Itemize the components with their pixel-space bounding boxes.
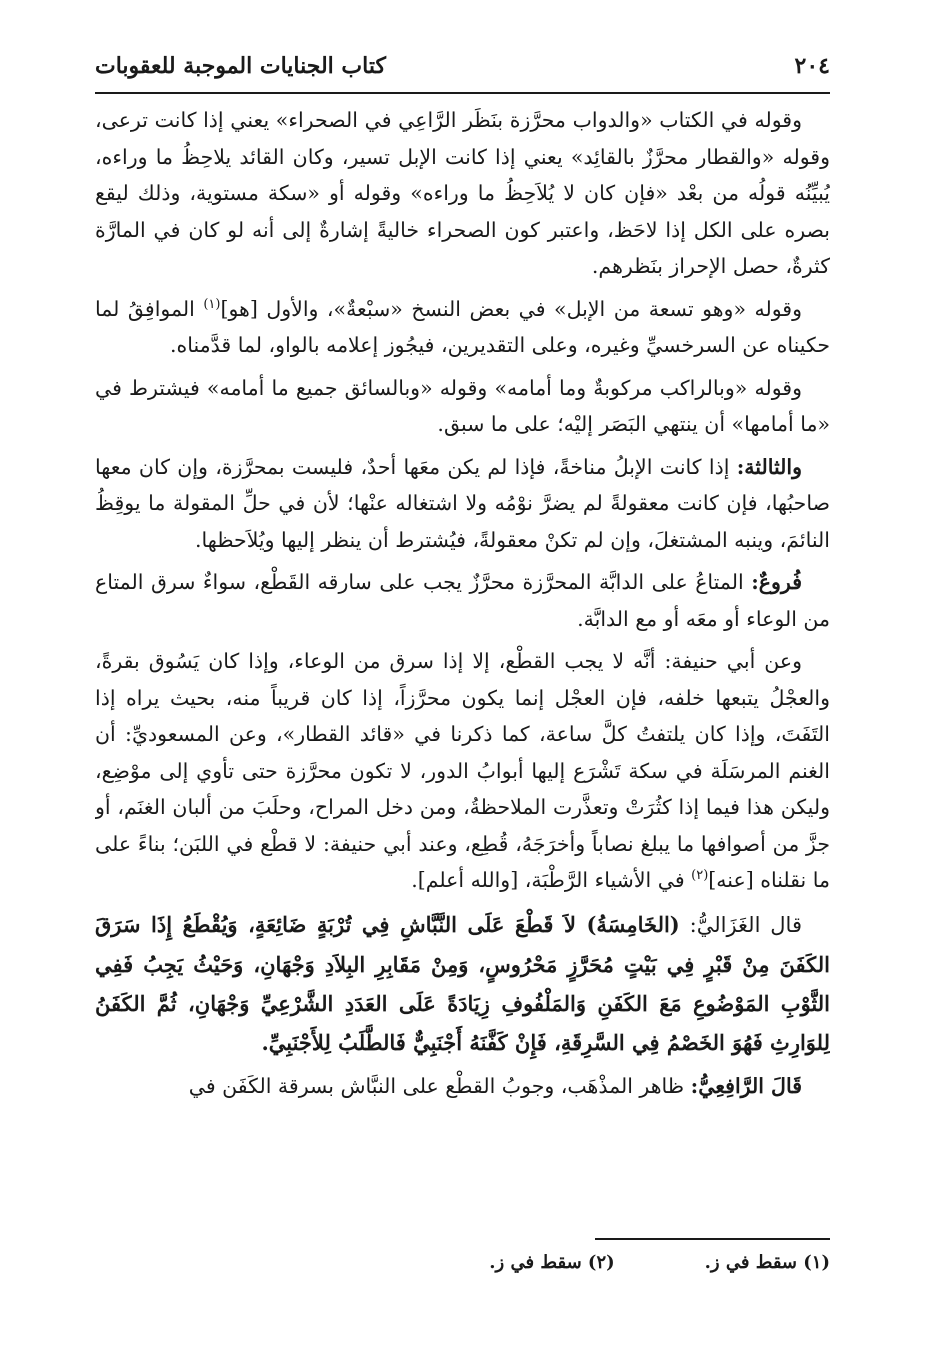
page-header (95, 44, 830, 88)
footnote-2: (٢) سقط في ز. (489, 1252, 615, 1273)
footnote-ref-1: (١) (203, 296, 221, 312)
footnotes (330, 1252, 830, 1282)
paragraph-6: وعن أبي حنيفة: أنَّه لا يجب القطْع، إلا إذا سرق من الوعاء، وإذا كان يَسُوق بقرةً، والعجْلُ يتبعها خلفه، فإن العجْل إنما يكون محرَّزاً، إذا كان قريباً منه، بحيث يراه إذا التَفَتَ، وإذا كان يلتفتُ كلَّ ساعة، كما ذكرنا في «قائد القطار»، وعن المسعوديِّ: أن الغنم المرسَلَة في سكة تَشْرَع إليها أبوابُ الدور، لا تكون محرَّزة حتى تأوي إلى موْضِع، وليكن هذا فيما إذا كثُرَتْ وتعذَّرت الملاحظةُ، ومن دخل المراح، وحلَبَ من ألبان الغنَم، أو جزَّ من أصوافها ما يبلغ نصاباً وأخرَجَهُ، قُطِع، وعند أبي حنيفة: لا قطْع في اللبَن؛ بناءً على ما نقلناه [عنه]$^{(٢)}$ في الأشياء الرَّطْبَة، [والله أعلم]. (95, 649, 830, 892)
paragraph-4: والثالثة: إذا كانت الإبلُ مناخةً، فإذا لم يكن معَها أحدٌ، فليست بمحرَّزة، وإن كان معها صاحبُها، فإن كانت معقولةً لم يضرَّ نوْمُه ولا اشتغاله عنْها؛ لأن في حلِّ المقولة ما يوقِظُ النائمَ، وينبه المشتغلَ، وإن لم تكنْ معقولةً، فيُشترط أن ينظر إليها ويُلاَحظها. (95, 454, 830, 552)
book-title: كتاب الجنايات الموجبة للعقوبات (95, 53, 386, 79)
paragraph-3: وقوله «وبالراكب مركوبةٌ وما أمامه» وقوله «وبالسائق جميع ما أمامه» فيشترط في «ما أمامها» أن ينتهي البَصَر إليْه؛ على ما سبق. (95, 375, 830, 436)
paragraph-1: وقوله في الكتاب «والدواب محرَّزة بنَظَر الرَّاعِي في الصحراء» يعني إذا كانت ترعى، وقوله «والقطار محرَّزٌ بالقائِد» يعني إذا كانت الإبل تسير، وكان القائد يلاحِظُ ما وراءه، يُبيِّنُه قولُه من بعْد «فإن كان لا يُلاَحِظُ ما وراءه» وقوله أو «سكة مستوية، وذلك ليقع بصره على الكل إذا لاحَظ، واعتبر كون الصحراء خاليةً إشارةٌ إلى أنه لو كان في المارَّة كثرةٌ، حصل الإحراز بنَظرهم. (95, 108, 830, 278)
footnote-1: (١) سقط في ز. (704, 1252, 830, 1273)
footnote-divider (595, 1238, 830, 1240)
footnote-ref-2: (٢) (691, 868, 709, 884)
main-text (95, 102, 830, 1222)
section-lead: فُروعٌ: (751, 570, 802, 594)
section-lead: والثالثة: (736, 454, 802, 479)
ghazali-quote: قال الغَزَاليُّ: (الخَامِسَةُ) لاَ قَطْعَ عَلَى النَّبَّاشِ فِي تُرْبَةٍ ضَائِعَةٍ، وَيُقْطَعُ إِذَا سَرَقَ الكَفَنَ مِنْ قَبْرٍ فِي بَيْتٍ مُحَرَّزٍ مَحْرُوسٍ، وَمِنْ مَقَابِرِ البِلاَدِ وَجْهَانِ، وَحَيْثُ يَجِبُ فَفِي الثَّوْبِ المَوْضُوعِ مَعَ الكَفَنِ وَالمَلْفُوفِ زِيَادَةً عَلَى العَدَدِ الشَّرْعِيِّ وَجْهَانِ، ثُمَّ الكَفَنُ لِلوَارِثِ فَهُوَ الخَصْمُ فِي السَّرِقَةِ، فَإِنْ كَفَّنَهُ أَجْنَبِيٌّ فَالطَّلَبُ لِلأَجْنَبِيِّ. (95, 911, 830, 1055)
header-divider (95, 92, 830, 94)
paragraph-5: فُروعٌ: المتاعُ على الدابَّة المحرَّزة محرَّزٌ يجب على سارقه القَطْع، سواءٌ سرق المتاع من الوعاء أو معَه أو مع الدابَّة. (95, 570, 830, 631)
page-number: ٢٠٤ (794, 53, 830, 79)
paragraph-2: وقوله «وهو تسعة من الإبل» في بعض النسخ «سبْعةٌ»، والأول [هو]$^{(١)}$ الموافِقُ لما حكيناه عن السرخسيِّ وغيره، وعلى التقديرين، فيجُوز إعلامه بالواو، لما قدَّمناه. (95, 296, 830, 357)
section-lead: قَالَ الرَّافِعِيُّ: (690, 1073, 802, 1098)
paragraph-last: قَالَ الرَّافِعِيُّ: ظاهر المذْهَب، وجوبُ القطْع على النبَّاش بسرقة الكَفَن في (188, 1073, 802, 1098)
